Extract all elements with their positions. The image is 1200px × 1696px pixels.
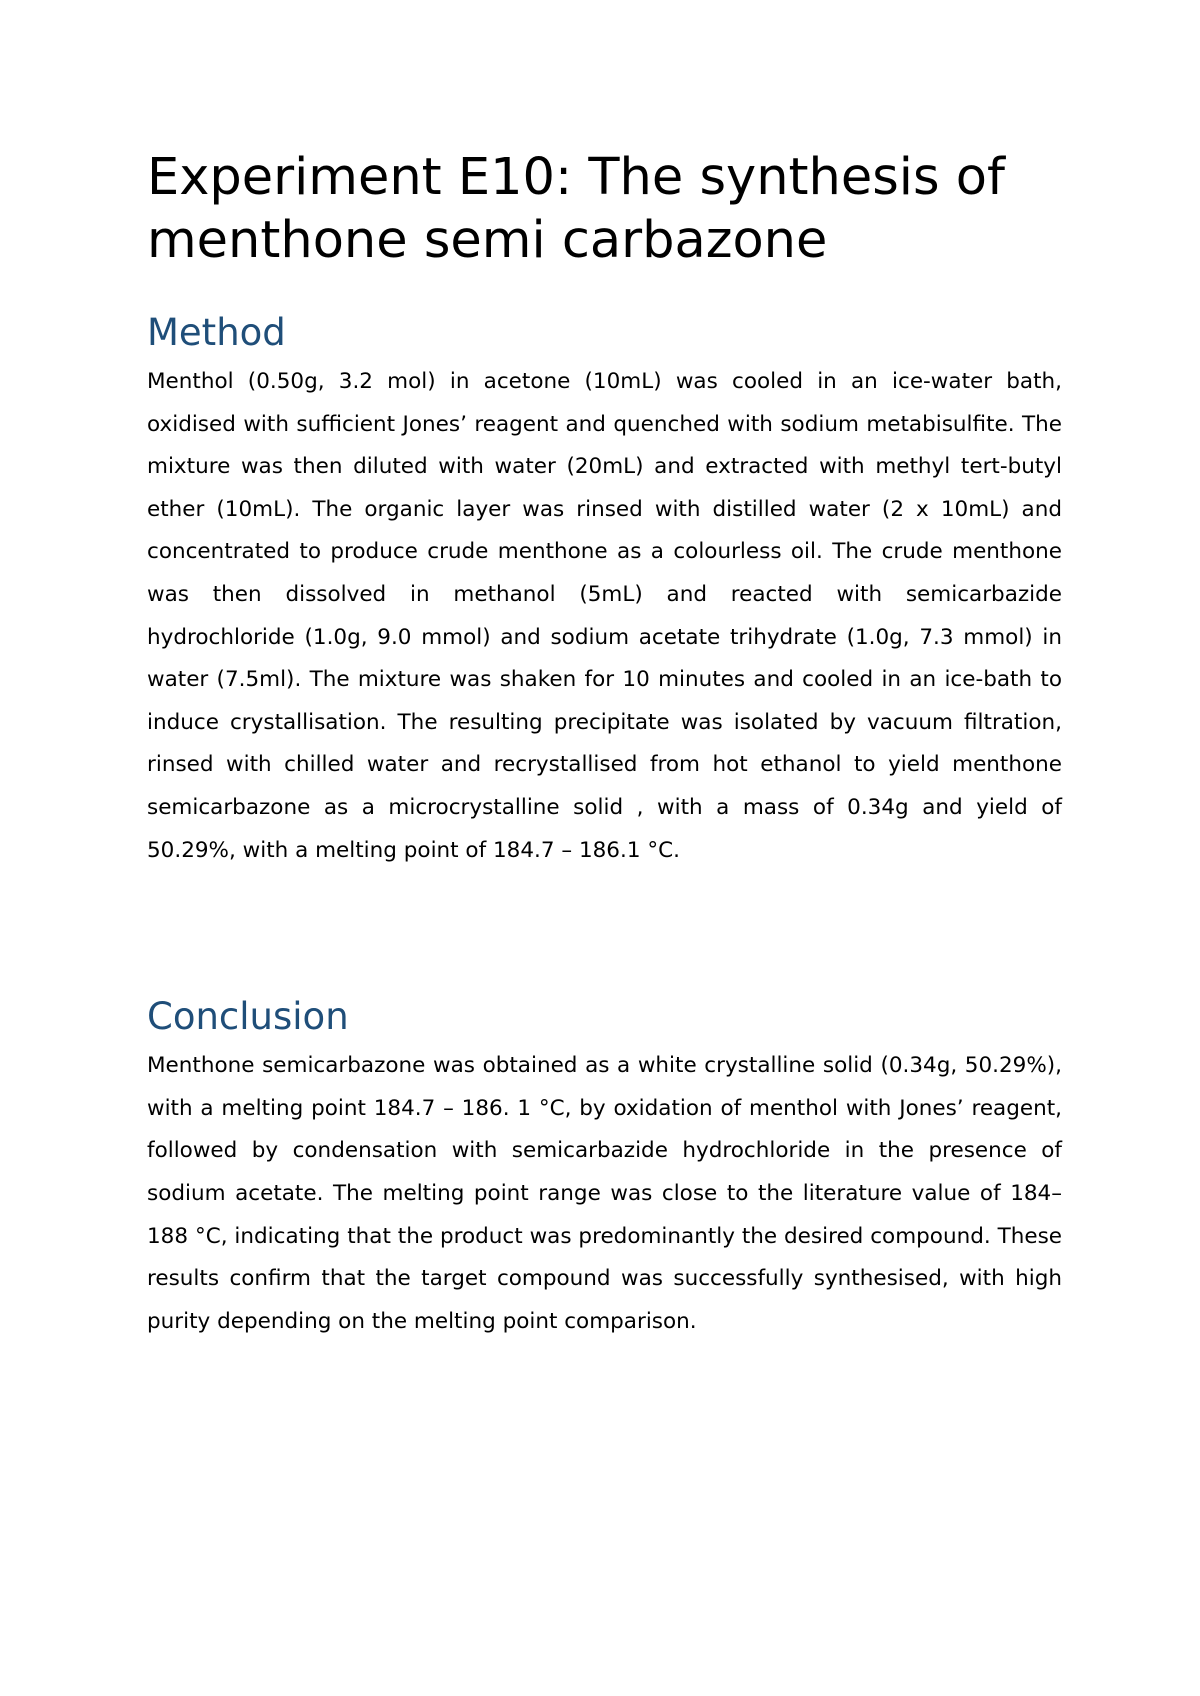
conclusion-heading: Conclusion: [147, 995, 349, 1039]
conclusion-paragraph: Menthone semicarbazone was obtained as a white crystalline solid (0.34g, 50.29%), with a melting point 184.7 – 186. 1 °C, by oxidation of menthol with Jones’ reagent, followed by condensation with semicarbazide hydrochloride in the presence of sodium acetate. The melting point range was close to the literature value of 184–188 °C, indicating that the product was predominantly the desired compound. These results confirm that the target compound was successfully synthesised, with high purity depending on the melting point comparison.: [147, 1053, 1062, 1334]
method-heading: Method: [147, 311, 286, 354]
document-content: [147, 146, 1062, 1343]
method-paragraph: Menthol (0.50g, 3.2 mol) in acetone (10mL) was cooled in an ice-water bath, oxidised with sufficient Jones’ reagent and quenched with sodium metabisulfite. The mixture was then diluted with water (20mL) and extracted with methyl tert-butyl ether (10mL). The organic layer was rinsed with distilled water (2 x 10mL) and concentrated to produce crude menthone as a colourless oil. The crude menthone was then dissolved in methanol (5mL) and reacted with semicarbazide hydrochloride (1.0g, 9.0 mmol) and sodium acetate trihydrate (1.0g, 7.3 mmol) in water (7.5ml). The mixture was shaken for 10 minutes and cooled in an ice-bath to induce crystallisation. The resulting precipitate was isolated by vacuum filtration, rinsed with chilled water and recrystallised from hot ethanol to yield menthone semicarbazone as a microcrystalline solid , with a mass of 0.34g and yield of 50.29%, with a melting point of 184.7 – 186.1 °C.: [147, 369, 1062, 863]
document-title: Experiment E10: The synthesis of menthone semi carbazone: [147, 148, 1005, 270]
